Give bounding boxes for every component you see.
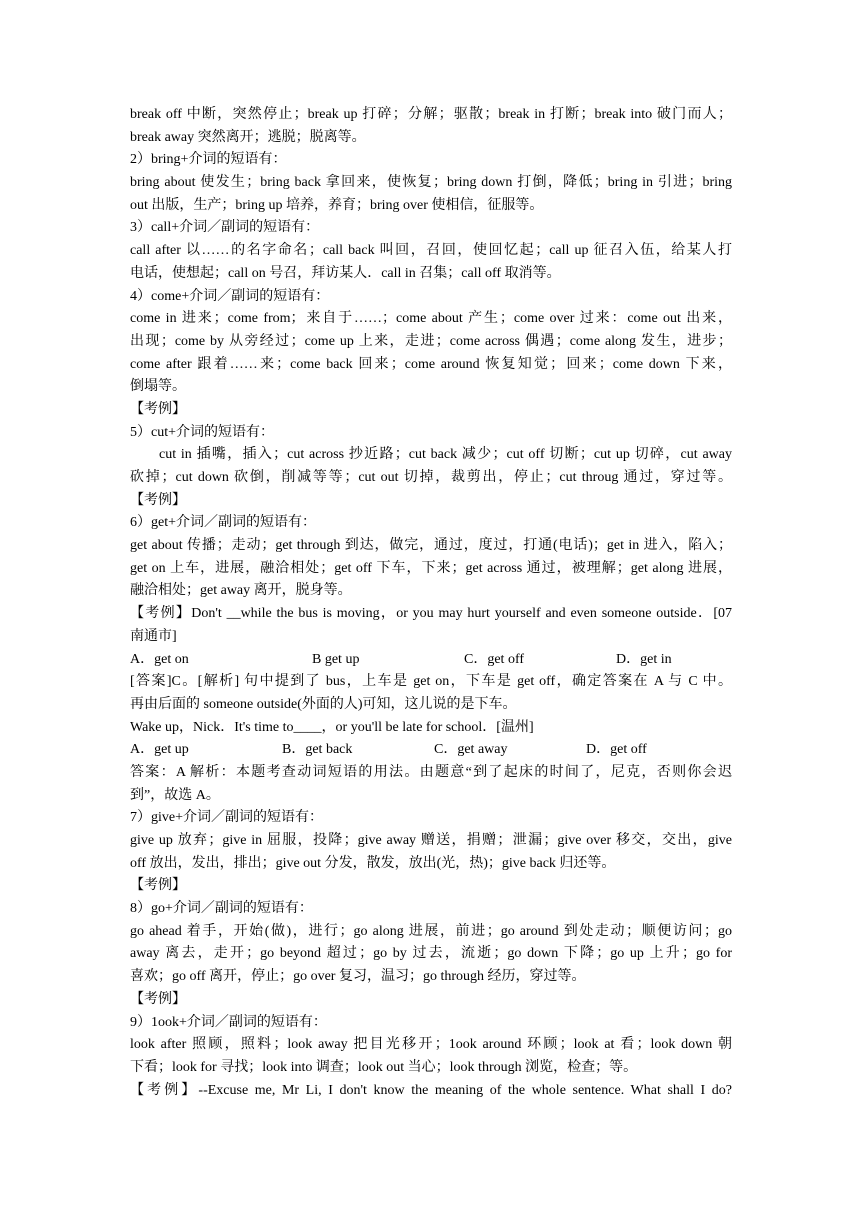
answer-line: 答案：A 解析：本题考查动词短语的用法。由题意“到了起床的时间了，尼克，否则你会迟 — [130, 764, 732, 780]
text-line: 喜欢；go off 离开，停止；go over 复习，温习；go through 经历，穿过等。 — [130, 969, 586, 985]
section-heading: 3）call+介词／副词的短语有： — [130, 220, 320, 236]
question-line: 【考例】--Excuse me, Mr Li, I don't know the meaning of the whole sentence. What shall I do? — [130, 1082, 732, 1098]
text-line: away 离去，走开；go beyond 超过；go by 过去，流逝；go down 下降；go up 上升；go for — [130, 946, 732, 962]
text-line: get on 上车，进展，融洽相处；get off 下车，下来；get across 通过，被理解；get along 进展， — [130, 560, 732, 576]
answer-line: 再由后面的 someone outside(外面的人)可知，这儿说的是下车。 — [130, 696, 517, 712]
option-b: B．get back — [282, 742, 353, 758]
answer-line: [答案]C。[解析] 句中提到了 bus，上车是 get on，下车是 get off，确定答案在 A 与 C 中。 — [130, 674, 732, 690]
example-label: 【考例】 — [130, 492, 186, 508]
text-line: go ahead 着手，开始(做)，进行；go along 进展，前进；go around 到处走动；顺便访问；go — [130, 923, 732, 939]
answer-options-q1 — [130, 649, 732, 672]
example-label: 【考例】 — [130, 401, 186, 417]
section-heading: 9）1ook+介词／副词的短语有： — [130, 1014, 327, 1030]
text-line: 融洽相处；get away 离开，脱身等。 — [130, 583, 352, 599]
text-line: get about 传播；走动；get through 到达，做完，通过，度过，打通(电话)；get in 进入，陷入； — [130, 538, 732, 554]
text-line: 倒塌等。 — [130, 379, 186, 395]
option-a: A．get on — [130, 651, 189, 667]
example-label: 【考例】 — [130, 878, 186, 894]
text-line: 出现；come by 从旁经过；come up 上来，走进；come across 偶遇；come along 发生，进步； — [130, 333, 732, 349]
option-c: C．get off — [464, 651, 525, 667]
example-label: 【考例】 — [130, 991, 186, 1007]
text-line: come after 跟着……来；come back 回来；come around 恢复知觉；回来；come down 下来， — [130, 356, 732, 372]
document-page — [130, 104, 732, 1102]
section-heading: 5）cut+介词的短语有： — [130, 424, 274, 440]
section-heading: 4）come+介词／副词的短语有： — [130, 288, 330, 304]
section-heading: 8）go+介词／副词的短语有： — [130, 901, 313, 917]
text-line: look after 照顾，照料；look away 把目光移开；1ook around 环顾；look at 看；look down 朝 — [130, 1037, 732, 1053]
answer-options-q2 — [130, 739, 732, 762]
option-d: D．get off — [586, 742, 647, 758]
question-line: 南通市] — [130, 628, 177, 644]
text-line: give up 放弃；give in 屈服，投降；give away 赠送，捐赠；泄漏；give over 移交，交出，give — [130, 833, 732, 848]
text-line: come in 进来；come from；来自于……；come about 产生；come over 过来：come out 出来， — [130, 311, 732, 327]
section-heading: 7）give+介词／副词的短语有： — [130, 810, 323, 826]
option-c: C．get away — [434, 742, 508, 758]
text-line: 砍掉；cut down 砍倒，削减等等；cut out 切掉，裁剪出，停止；cut throug 通过，穿过等。 — [130, 470, 732, 485]
text-line: call after 以……的名字命名；call back 叫回，召回，使回忆起；call up 征召入伍，给某人打 — [130, 243, 732, 259]
option-a: A．get up — [130, 742, 189, 758]
text-line: cut in 插嘴，插入；cut across 抄近路；cut back 减少；cut off 切断；cut up 切碎，cut away — [159, 447, 732, 463]
text-line: bring about 使发生；bring back 拿回来，使恢复；bring down 打倒，降低；bring in 引进；bring — [130, 175, 732, 191]
option-b: B get up — [312, 651, 360, 667]
option-d: D．get in — [616, 651, 672, 667]
text-line: 电话，使想起；call on 号召，拜访某人．call in 召集；call off 取消等。 — [130, 265, 561, 281]
section-heading: 2）bring+介词的短语有： — [130, 152, 287, 168]
text-line: 下看；look for 寻找；look into 调查；look out 当心；look through 浏览，检查；等。 — [130, 1059, 638, 1075]
text-line: out 出版，生产；bring up 培养，养育；bring over 使相信，征服等。 — [130, 197, 544, 213]
question-line: Wake up，Nick．It's time to____，or you'll be late for school．[温州] — [130, 719, 534, 735]
text-line: break off 中断，突然停止；break up 打碎；分解；驱散；break in 打断；break into 破门而人； — [130, 107, 732, 122]
text-line: break away 突然离开；逃脱；脱离等。 — [130, 129, 366, 145]
section-heading: 6）get+介词／副词的短语有： — [130, 515, 316, 531]
text-line: off 放出，发出，排出；give out 分发，散发，放出(光，热)；give back 归还等。 — [130, 855, 616, 871]
question-line: 【考例】Don't __while the bus is moving，or you may hurt yourself and even someone outside．[07 — [130, 606, 732, 622]
answer-line: 到”，故选 A。 — [130, 787, 220, 803]
